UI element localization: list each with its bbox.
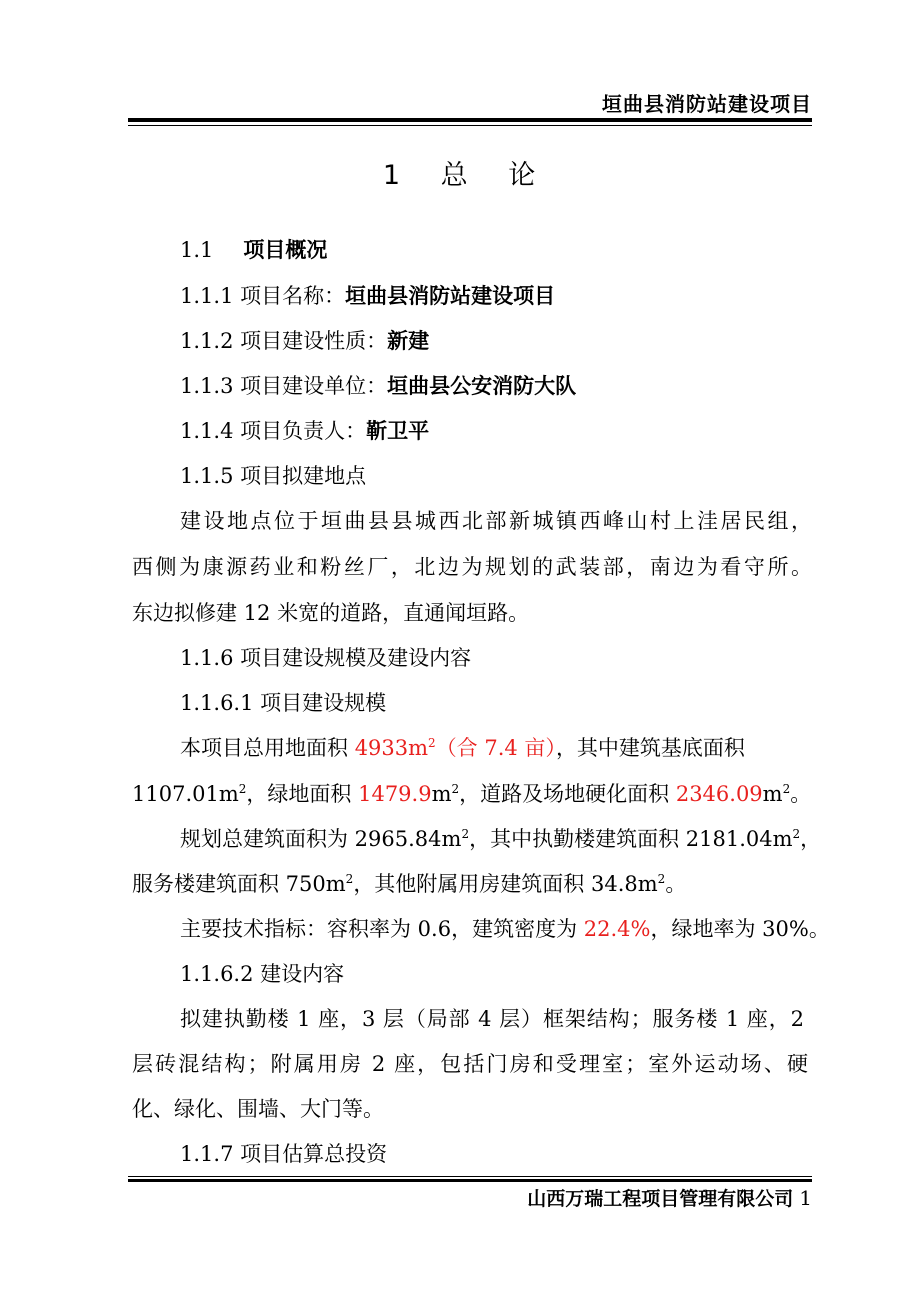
item-investment-heading: 1.1.7 项目估算总投资 <box>180 1142 388 1166</box>
section-1-1-heading: 1.1 项目概况 <box>180 238 328 262</box>
chapter-title-a: 总 <box>440 160 470 191</box>
location-line-3: 东边拟修建 12 米宽的道路，直通闻垣路。 <box>132 601 530 625</box>
item-content-heading: 1.1.6.2 建设内容 <box>180 962 345 986</box>
header-rule-thick <box>128 118 812 122</box>
scale-line-2: $1107.01m^2$，绿地面积 $1479.9m^2$，道路及场地硬化面积 $2346.09m^2$。 <box>132 782 812 806</box>
content-line-1: 拟建执勤楼 1 座，3 层（局部 4 层）框架结构；服务楼 1 座，2 <box>180 1007 804 1031</box>
item-scale-heading: 1.1.6.1 项目建设规模 <box>180 691 387 715</box>
content-line-3: 化、绿化、围墙、大门等。 <box>132 1097 384 1121</box>
scale-line-3: 规划总建筑面积为 $2965.84m^2$，其中执勤楼建筑面积 $2181.04m^2$， <box>180 827 822 851</box>
footer-rule-thin <box>128 1176 812 1177</box>
green-area: 1479.9 <box>358 782 432 806</box>
total-area: $4933m^2$（合 7.4 亩） <box>354 736 556 760</box>
page-number: 1 <box>799 1186 812 1210</box>
item-project-leader: 1.1.4 项目负责人：靳卫平 <box>180 419 430 443</box>
location-line-1: 建设地点位于垣曲县县城西北部新城镇西峰山村上洼居民组， <box>180 509 812 533</box>
item-project-nature: 1.1.2 项目建设性质：新建 <box>180 329 430 353</box>
footer <box>527 1184 812 1211</box>
item-project-location-heading: 1.1.5 项目拟建地点 <box>180 464 367 488</box>
item-project-name: 1.1.1 项目名称：垣曲县消防站建设项目 <box>180 284 556 308</box>
content-line-2: 层砖混结构；附属用房 2 座，包括门房和受理室；室外运动场、硬 <box>132 1052 808 1076</box>
scale-line-4: 服务楼建筑面积 $750m^2$，其他附属用房建筑面积 $34.8m^2$。 <box>132 872 687 896</box>
item-project-unit: 1.1.3 项目建设单位：垣曲县公安消防大队 <box>180 374 577 398</box>
footer-rule-thick <box>128 1179 812 1182</box>
chapter-title-b: 论 <box>508 160 538 191</box>
scale-line-5: 主要技术指标：容积率为 0.6，建筑密度为 22.4%，绿地率为 30%。 <box>180 917 830 941</box>
building-density: 22.4% <box>583 917 651 941</box>
chapter-title <box>0 153 920 192</box>
location-line-2: 西侧为康源药业和粉丝厂，北边为规划的武装部，南边为看守所。 <box>132 555 812 579</box>
header-rule-thin <box>128 125 812 126</box>
footer-company: 山西万瑞工程项目管理有限公司 <box>527 1188 794 1210</box>
chapter-number: 1 <box>382 160 402 191</box>
item-scale-content-heading: 1.1.6 项目建设规模及建设内容 <box>180 646 472 670</box>
header-title: 垣曲县消防站建设项目 <box>602 92 812 116</box>
scale-line-1: 本项目总用地面积 $4933m^2$（合 7.4 亩），其中建筑基底面积 <box>180 736 745 760</box>
road-area: 2346.09 <box>675 782 763 806</box>
